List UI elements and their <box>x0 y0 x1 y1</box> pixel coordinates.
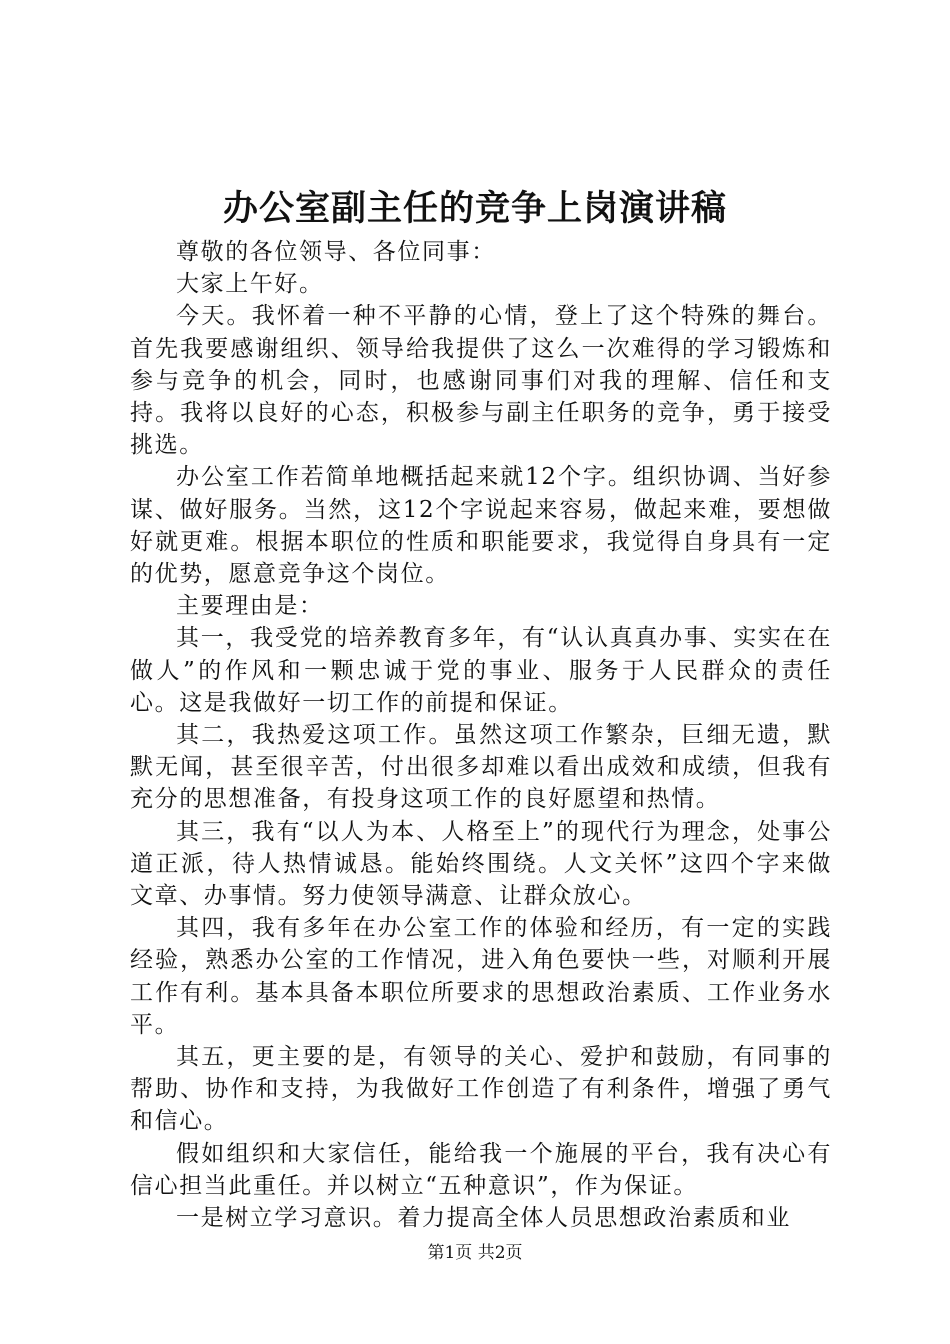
paragraph-reason-3: 其三，我有“以人为本、人格至上”的现代行为理念，处事公道正派，待人热情诚恳。能始终围绕。人文关怀”这四个字来做文章、办事情。努力使领导满意、让群众放心。 <box>130 818 832 910</box>
document-body <box>130 236 832 1234</box>
paragraph-reason-5: 其五，更主要的是，有领导的关心、爱护和鼓励，有同事的帮助、协作和支持，为我做好工作创造了有利条件，增强了勇气和信心。 <box>130 1044 832 1135</box>
paragraph-reason-2: 其二，我热爱这项工作。虽然这项工作繁杂，巨细无遗，默默无闻，甚至很辛苦，付出很多却难以看出成效和成绩，但我有充分的思想准备，有投身这项工作的良好愿望和热情。 <box>130 722 832 813</box>
paragraph-reason-4: 其四，我有多年在办公室工作的体验和经历，有一定的实践经验，熟悉办公室的工作情况，进入角色要快一些，对顺利开展工作有利。基本具备本职位所要求的思想政治素质、工作业务水平。 <box>130 915 832 1038</box>
paragraph-opening: 今天。我怀着一种不平静的心情，登上了这个特殊的舞台。首先我要感谢组织、领导给我提供了这么一次难得的学习锻炼和参与竞争的机会，同时，也感谢同事们对我的理解、信任和支持。我将以良好的心态，积极参与副主任职务的竞争，勇于接受挑选。 <box>130 303 832 459</box>
page-footer: 第1页 共2页 <box>427 1243 523 1263</box>
paragraph-salutation: 尊敬的各位领导、各位同事： <box>176 239 496 265</box>
document-title: 办公室副主任的竞争上岗演讲稿 <box>222 188 727 229</box>
paragraph-learning-awareness: 一是树立学习意识。着力提高全体人员思想政治素质和业 <box>176 1205 791 1232</box>
paragraph-greeting: 大家上午好。 <box>176 271 324 298</box>
paragraph-reason-1: 其一，我受党的培养教育多年，有“认认真真办事、实实在在做人”的作风和一颗忠诚于党的事业、服务于人民群众的责任心。这是我做好一切工作的前提和保证。 <box>130 625 832 716</box>
paragraph-reasons-heading: 主要理由是： <box>176 593 324 620</box>
paragraph-commitment: 假如组织和大家信任，能给我一个施展的平台，我有决心有信心担当此重任。并以树立“五种意识”，作为保证。 <box>130 1140 832 1199</box>
paragraph-office-work: 办公室工作若简单地概括起来就12个字。组织协调、当好参谋、做好服务。当然，这12个字说起来容易，做起来难，要想做好就更难。根据本职位的性质和职能要求，我觉得自身具有一定的优势，愿意竞争这个岗位。 <box>130 464 832 588</box>
